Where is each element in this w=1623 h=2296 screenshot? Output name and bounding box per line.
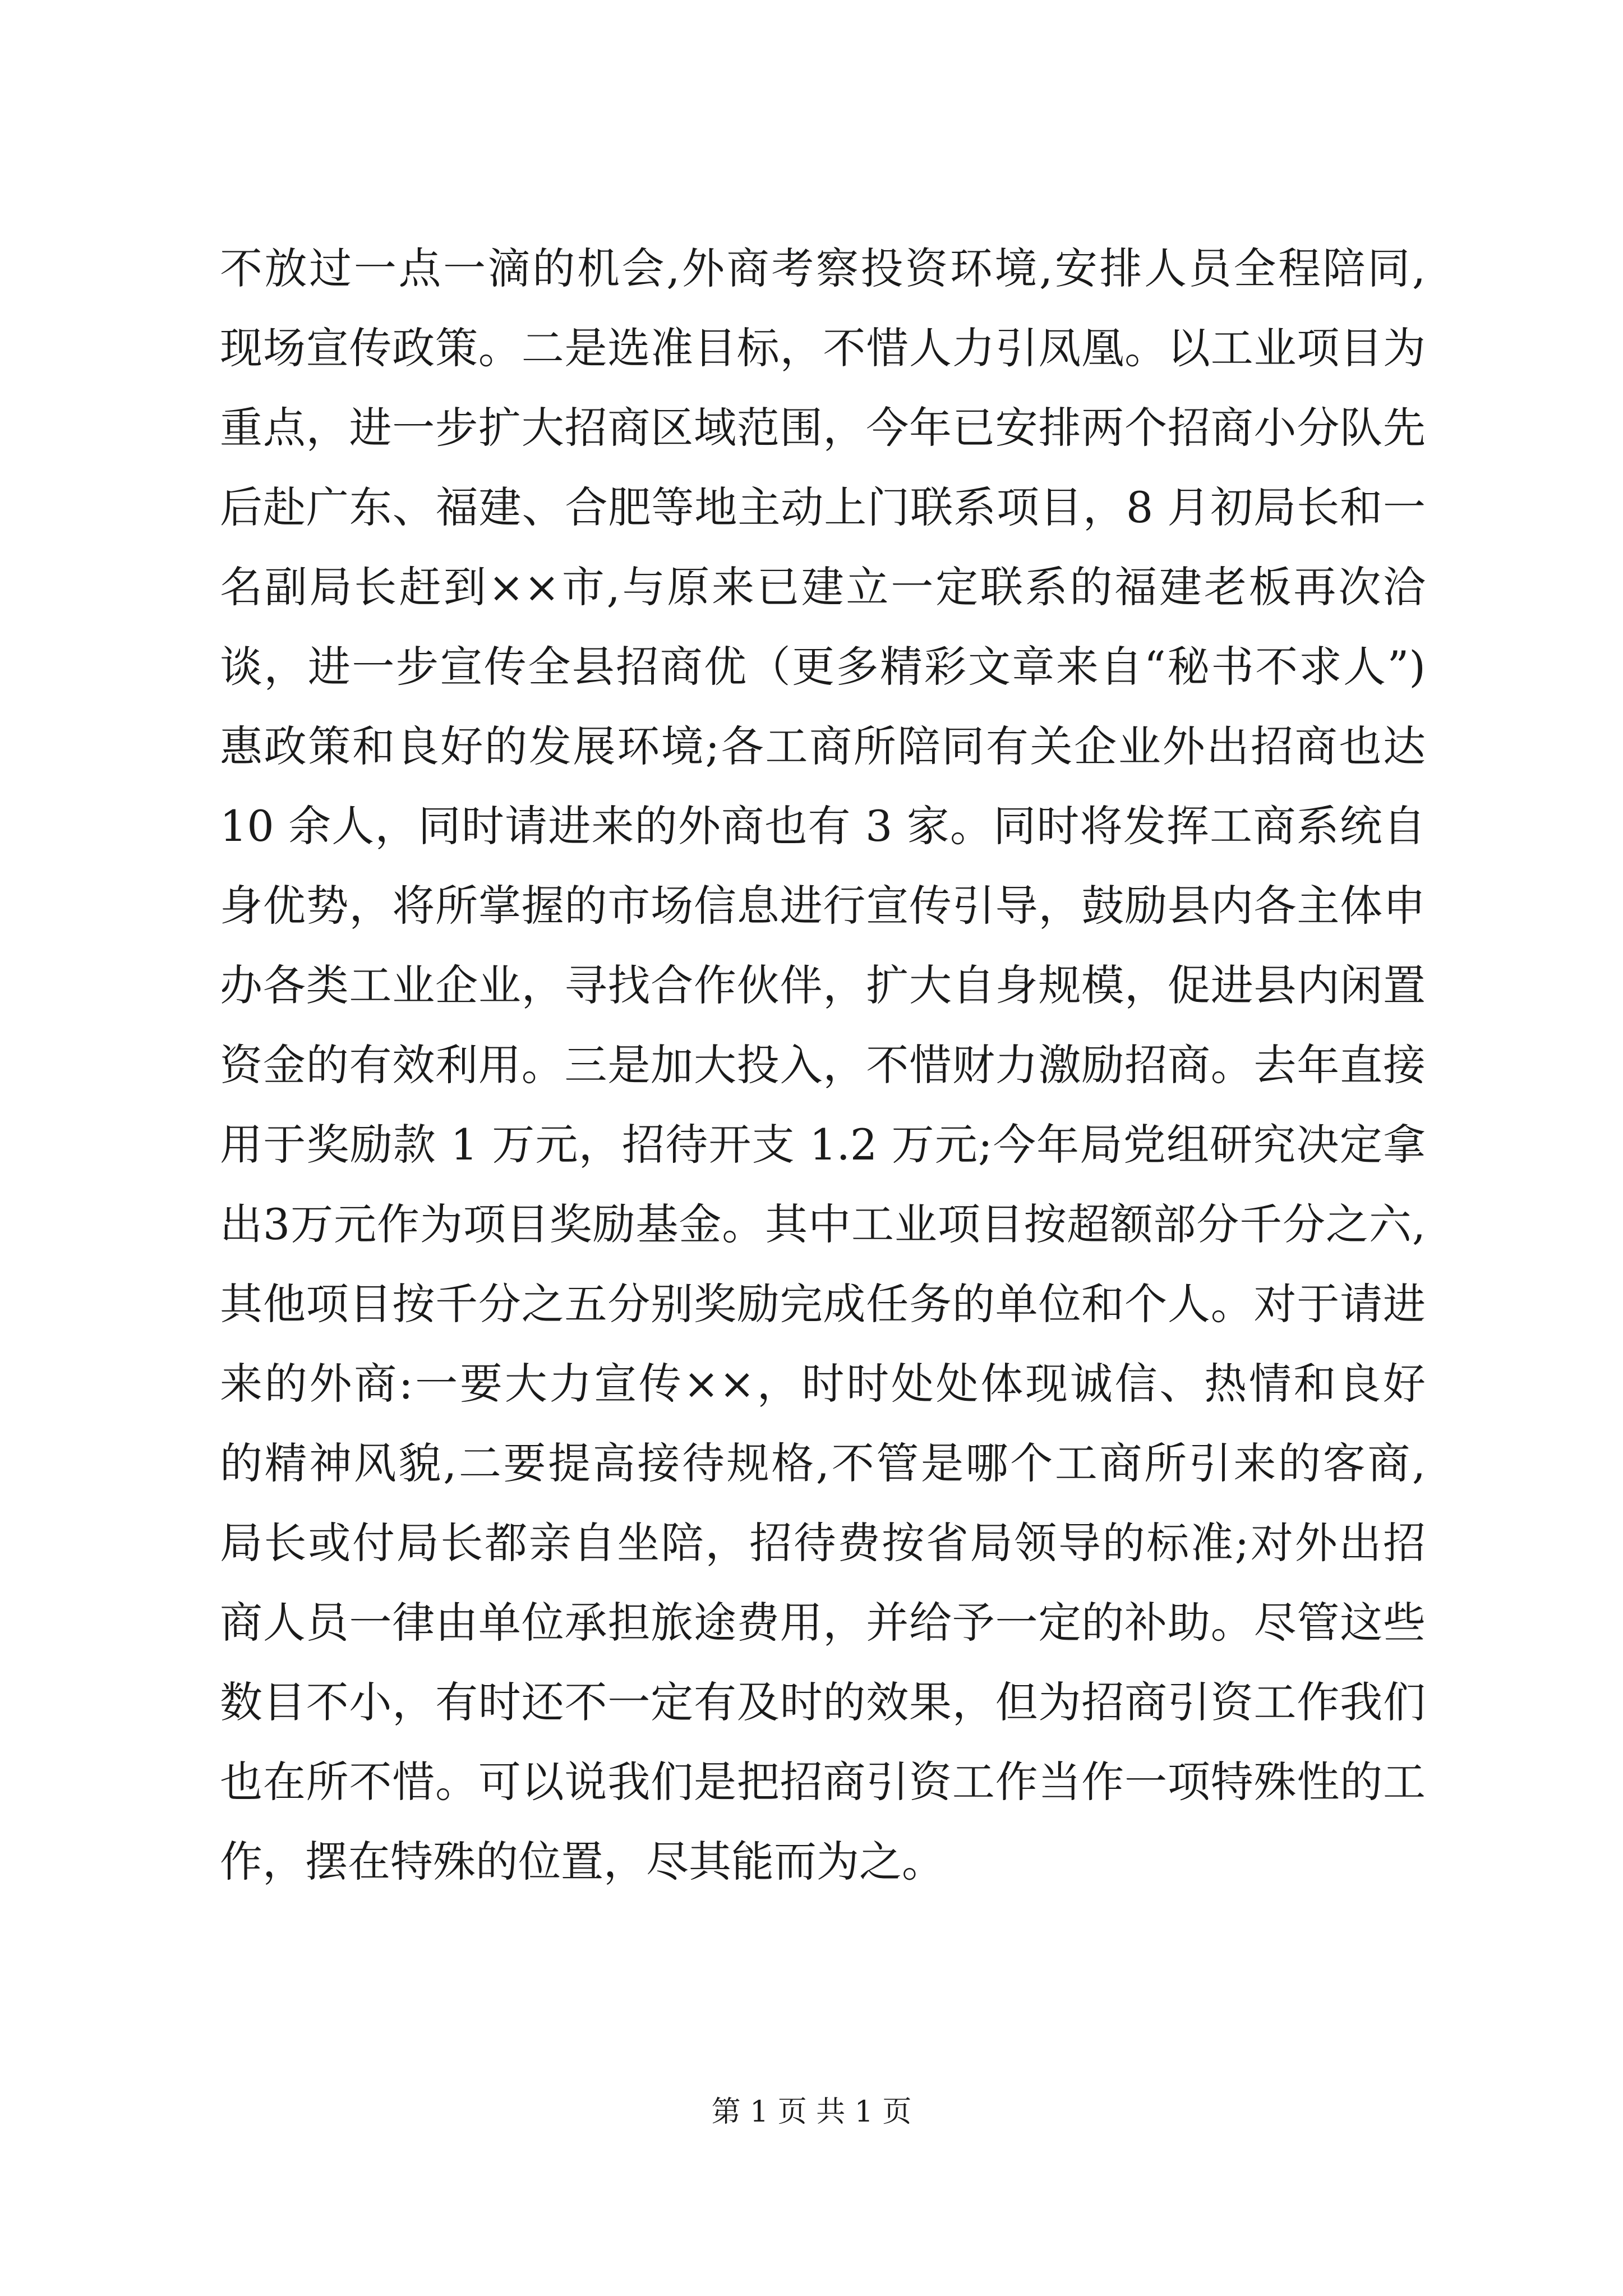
text-line: 10 余人，同时请进来的外商也有 3 家。同时将发挥工商系统自 [220, 801, 1426, 851]
text-line: 资金的有效利用。三是加大投入，不惜财力激励招商。去年直接 [220, 1040, 1426, 1090]
text-line: 现场宣传政策。二是选准目标，不惜人力引凤凰。以工业项目为 [220, 323, 1426, 373]
text-line: 也在所不惜。可以说我们是把招商引资工作当作一项特殊性的工 [220, 1757, 1426, 1807]
text-line: 作，摆在特殊的位置，尽其能而为之。 [220, 1837, 944, 1887]
text-line: 来的外商:一要大力宣传××，时时处处体现诚信、热情和良好 [220, 1359, 1426, 1409]
text-line: 办各类工业企业，寻找合作伙伴，扩大自身规模，促进县内闲置 [220, 960, 1426, 1010]
text-line: 惠政策和良好的发展环境;各工商所陪同有关企业外出招商也达 [220, 721, 1426, 771]
text-line: 谈，进一步宣传全县招商优（更多精彩文章来自“秘书不求人”) [220, 642, 1426, 692]
text-line: 重点，进一步扩大招商区域范围，今年已安排两个招商小分队先 [220, 403, 1426, 453]
text-line: 用于奖励款 1 万元，招待开支 1.2 万元;今年局党组研究决定拿 [220, 1120, 1426, 1170]
body-paragraph [220, 229, 1426, 1902]
text-line: 出3万元作为项目奖励基金。其中工业项目按超额部分千分之六, [220, 1199, 1426, 1249]
text-line: 身优势，将所掌握的市场信息进行宣传引导，鼓励县内各主体申 [220, 881, 1426, 931]
text-line: 名副局长赶到××市,与原来已建立一定联系的福建老板再次洽 [220, 562, 1426, 612]
page-footer: 第 1 页 共 1 页 [711, 2095, 912, 2129]
text-line: 不放过一点一滴的机会,外商考察投资环境,安排人员全程陪同, [220, 243, 1426, 293]
text-line: 数目不小，有时还不一定有及时的效果，但为招商引资工作我们 [220, 1677, 1426, 1727]
text-line: 后赴广东、福建、合肥等地主动上门联系项目，8 月初局长和一 [220, 482, 1426, 532]
text-line: 的精神风貌,二要提高接待规格,不管是哪个工商所引来的客商, [220, 1438, 1426, 1488]
text-line: 商人员一律由单位承担旅途费用，并给予一定的补助。尽管这些 [220, 1598, 1426, 1648]
text-line: 其他项目按千分之五分别奖励完成任务的单位和个人。对于请进 [220, 1279, 1426, 1329]
text-line: 局长或付局长都亲自坐陪，招待费按省局领导的标准;对外出招 [220, 1518, 1426, 1568]
